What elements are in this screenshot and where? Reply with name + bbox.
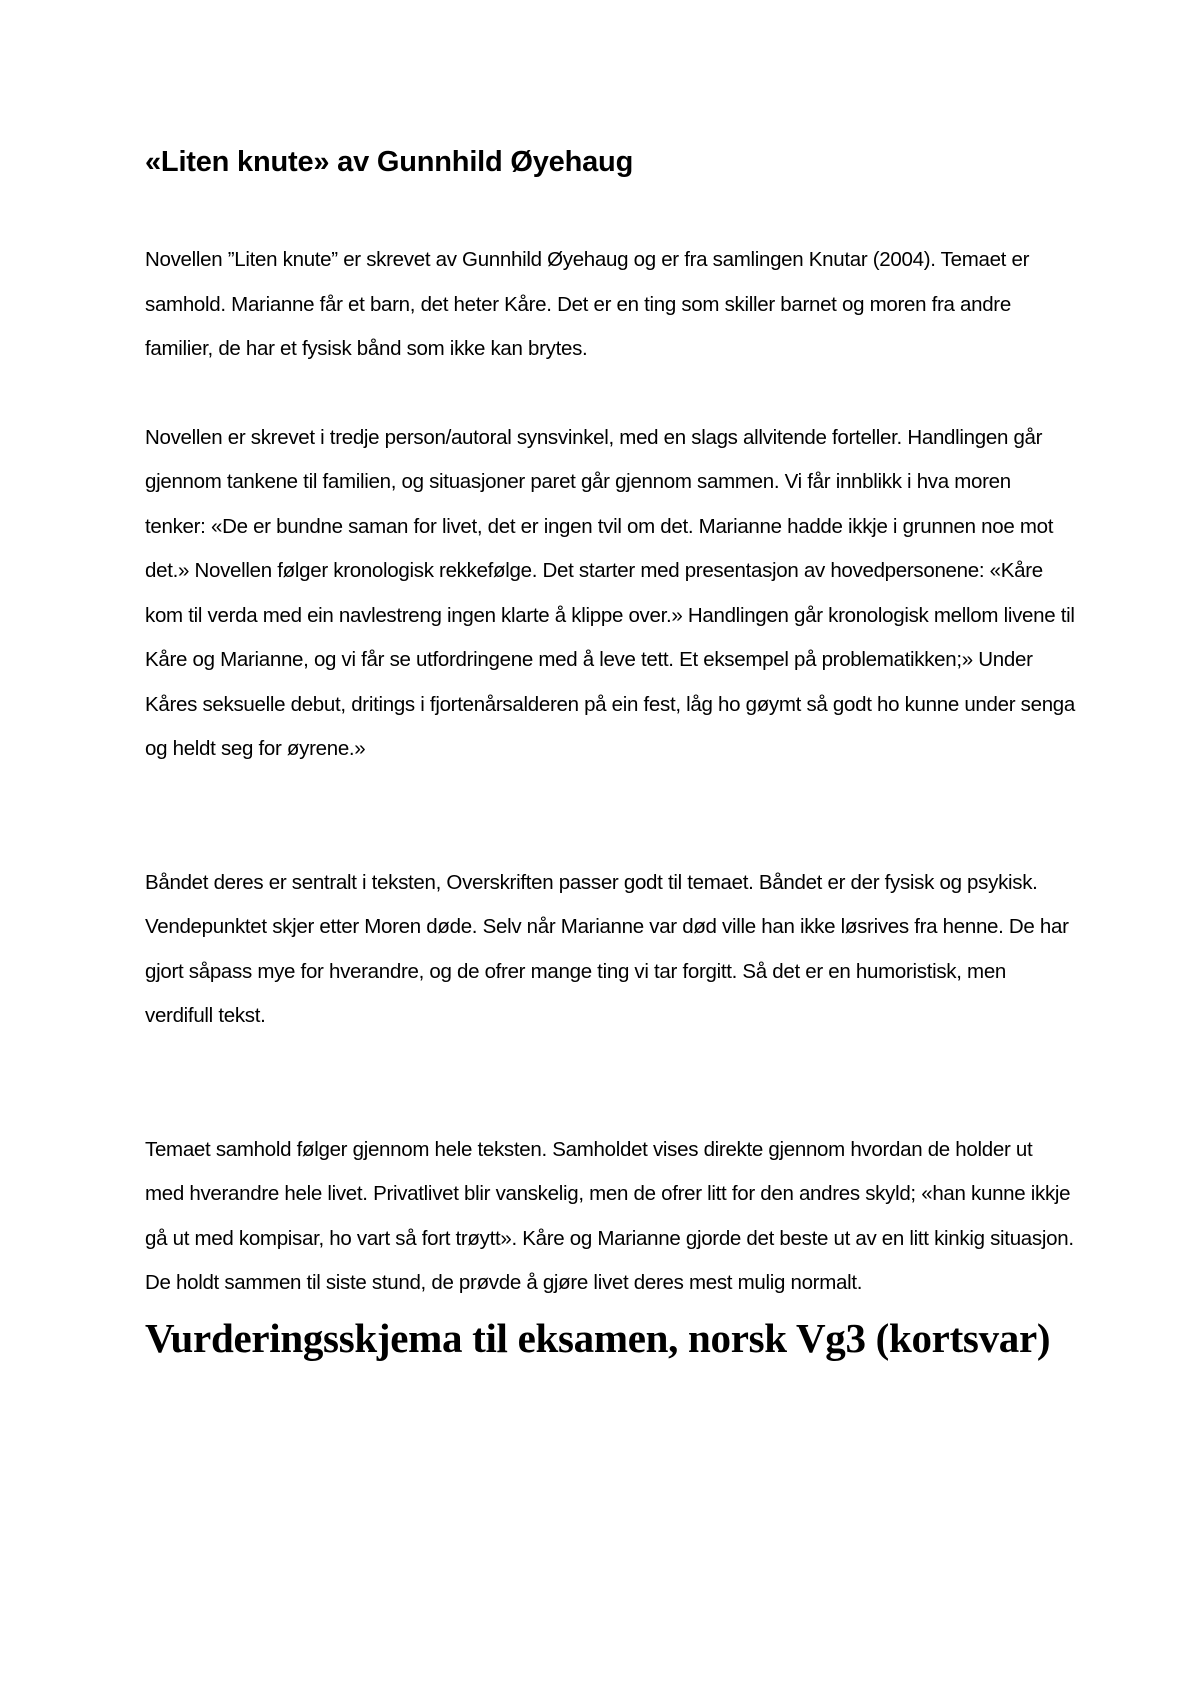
paragraph-theme: Temaet samhold følger gjennom hele teksten. Samholdet vises direkte gjennom hvordan de holder ut med hverandre hele livet. Privatlivet blir vanskelig, men de ofrer litt for den andres skyld; «han kunne ikkje gå ut med kompisar, ho vart så fort trøytt». Kåre og Marianne gjorde det beste ut av en litt kinkig situasjon. De holdt sammen til siste stund, de prøvde å gjøre livet deres mest mulig normalt. xyxy=(145,1137,1074,1294)
paragraph-spacer xyxy=(145,772,1075,861)
paragraph-bond: Båndet deres er sentralt i teksten, Overskriften passer godt til temaet. Båndet er der fysisk og psykisk. Vendepunktet skjer etter Moren døde. Selv når Marianne var død ville han ikke løsrives fra henne. De har gjort såpass mye for hverandre, og de ofrer mange ting vi tar forgitt. Så det er en humoristisk, men verdifull tekst. xyxy=(145,870,1069,1027)
paragraph-narrative: Novellen er skrevet i tredje person/autoral synsvinkel, med en slags allvitende forteller. Handlingen går gjennom tankene til familien, og situasjoner paret går gjennom sammen. Vi får innblikk i hva moren tenker: «De er bundne saman for livet, det er ingen tvil om det. Marianne hadde ikkje i grunnen noe mot det.» Novellen følger kronologisk rekkefølge. Det starter med presentasjon av hovedpersonene: «Kåre kom til verda med ein navlestreng ingen klarte å klippe over.» Handlingen går kronologisk mellom livene til Kåre og Marianne, og vi får se utfordringene med å leve tett. Et eksempel på problematikken;» Under Kåres seksuelle debut, dritings i fjortenårsalderen på ein fest, låg ho gøymt så godt ho kunne under senga og heldt seg for øyrene.» xyxy=(145,425,1076,760)
paragraph-spacer xyxy=(145,1039,1075,1128)
paragraph-spacer xyxy=(145,372,1075,416)
document-title: «Liten knute» av Gunnhild Øyehaug xyxy=(145,146,634,178)
section-heading: Vurderingsskjema til eksamen, norsk Vg3 (kortsvar) xyxy=(145,1314,1051,1361)
paragraph-intro: Novellen ”Liten knute” er skrevet av Gunnhild Øyehaug og er fra samlingen Knutar (2004). Temaet er samhold. Marianne får et barn, det heter Kåre. Det er en ting som skiller barnet og moren fra andre familier, de har et fysisk bånd som ikke kan brytes. xyxy=(145,248,1030,360)
document-body xyxy=(145,140,1075,1361)
